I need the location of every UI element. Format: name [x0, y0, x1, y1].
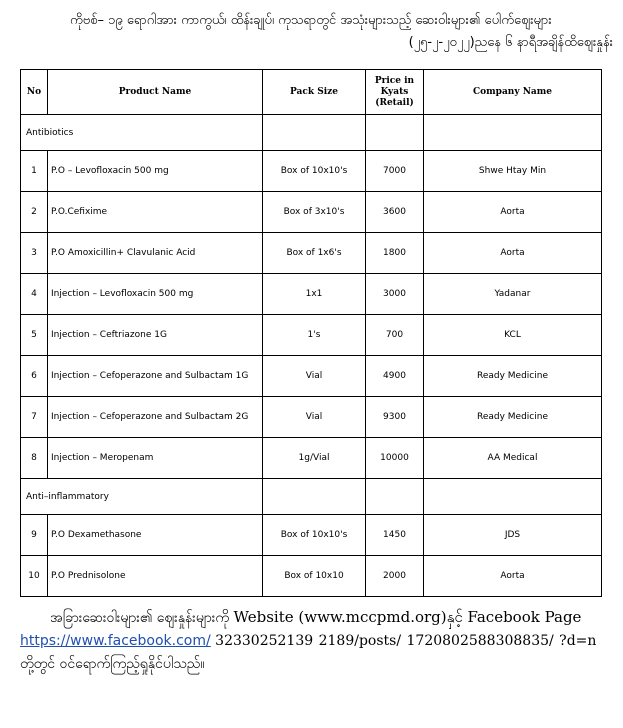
company-name-cell: Aorta — [424, 556, 602, 597]
table-row — [21, 192, 602, 233]
price-cell: 3600 — [366, 192, 424, 233]
section-pack-empty-cell — [263, 115, 366, 151]
product-name-cell: Injection – Meropenam — [48, 438, 263, 479]
product-name-cell: P.O Prednisolone — [48, 556, 263, 597]
company-name-cell: AA Medical — [424, 438, 602, 479]
price-cell: 10000 — [366, 438, 424, 479]
section-company-empty-cell — [424, 479, 602, 515]
pack-size-cell: Box of 10x10 — [263, 556, 366, 597]
table-header-row — [21, 70, 602, 115]
table-row — [21, 274, 602, 315]
footer-line-3: တို့တွင် ဝင်ရောက်ကြည့်ရှုနိုင်ပါသည်။ — [20, 656, 205, 672]
header-product-name: Product Name — [48, 70, 263, 115]
document-title — [70, 10, 615, 54]
price-cell: 1450 — [366, 515, 424, 556]
title-line-1: ကိုဗစ်– ၁၉ ရောဂါအား ကာကွယ်၊ ထိန်းချုပ်၊ ကုသရာတွင် အသုံးများသည့် ဆေးဝါးများ၏ ပေါက်ဈေးများ — [70, 13, 552, 28]
table-row — [21, 151, 602, 192]
pack-size-cell: 1x1 — [263, 274, 366, 315]
row-number-cell: 9 — [21, 515, 48, 556]
row-number-cell: 2 — [21, 192, 48, 233]
section-price-empty-cell — [366, 479, 424, 515]
row-number-cell: 7 — [21, 397, 48, 438]
company-name-cell: Ready Medicine — [424, 356, 602, 397]
company-name-cell: Aorta — [424, 192, 602, 233]
product-name-cell: Injection – Cefoperazone and Sulbactam 2G — [48, 397, 263, 438]
price-cell: 4900 — [366, 356, 424, 397]
footer-line-1 — [20, 606, 612, 630]
section-price-empty-cell — [366, 115, 424, 151]
facebook-link[interactable]: https://www.facebook.com/ — [20, 633, 211, 649]
product-name-cell: P.O Dexamethasone — [48, 515, 263, 556]
pack-size-cell: Box of 10x10's — [263, 151, 366, 192]
price-cell: 2000 — [366, 556, 424, 597]
product-name-cell: Injection – Cefoperazone and Sulbactam 1G — [48, 356, 263, 397]
footer-note — [20, 606, 612, 676]
table-row — [21, 438, 602, 479]
product-name-cell: P.O – Levofloxacin 500 mg — [48, 151, 263, 192]
pack-size-cell: 1's — [263, 315, 366, 356]
section-row — [21, 115, 602, 151]
company-name-cell: Shwe Htay Min — [424, 151, 602, 192]
header-no: No — [21, 70, 48, 115]
company-name-cell: JDS — [424, 515, 602, 556]
pack-size-cell: Vial — [263, 356, 366, 397]
section-row — [21, 479, 602, 515]
price-cell: 3000 — [366, 274, 424, 315]
footer-line-2 — [20, 630, 612, 653]
price-cell: 9300 — [366, 397, 424, 438]
company-name-cell: KCL — [424, 315, 602, 356]
header-pack-size: Pack Size — [263, 70, 366, 115]
section-title: Antibiotics — [21, 115, 263, 151]
row-number-cell: 1 — [21, 151, 48, 192]
row-number-cell: 6 — [21, 356, 48, 397]
section-title: Anti–inflammatory — [21, 479, 263, 515]
row-number-cell: 10 — [21, 556, 48, 597]
pack-size-cell: Box of 3x10's — [263, 192, 366, 233]
company-name-cell: Ready Medicine — [424, 397, 602, 438]
header-company-name: Company Name — [424, 70, 602, 115]
section-pack-empty-cell — [263, 479, 366, 515]
table-row — [21, 397, 602, 438]
price-table — [20, 69, 602, 597]
price-cell: 1800 — [366, 233, 424, 274]
pack-size-cell: 1g/Vial — [263, 438, 366, 479]
table-body — [21, 115, 602, 597]
company-name-cell: Yadanar — [424, 274, 602, 315]
company-name-cell: Aorta — [424, 233, 602, 274]
table-row — [21, 556, 602, 597]
table-row — [21, 315, 602, 356]
row-number-cell: 3 — [21, 233, 48, 274]
footer-prefix: အခြားဆေးဝါးများ၏ ဈေးနှုန်းများကို — [50, 610, 230, 626]
table-row — [21, 515, 602, 556]
footer-website-text: Website (www.mccpmd.org)နှင့် Facebook Page — [233, 608, 582, 626]
product-name-cell: Injection – Levofloxacin 500 mg — [48, 274, 263, 315]
product-name-cell: Injection – Ceftriazone 1G — [48, 315, 263, 356]
price-cell: 700 — [366, 315, 424, 356]
product-name-cell: P.O.Cefixime — [48, 192, 263, 233]
row-number-cell: 4 — [21, 274, 48, 315]
pack-size-cell: Box of 1x6's — [263, 233, 366, 274]
pack-size-cell: Vial — [263, 397, 366, 438]
pack-size-cell: Box of 10x10's — [263, 515, 366, 556]
facebook-url-rest: 32330252139 2189/posts/ 1720802588308835/ ?d=n — [215, 633, 597, 649]
section-company-empty-cell — [424, 115, 602, 151]
price-cell: 7000 — [366, 151, 424, 192]
row-number-cell: 5 — [21, 315, 48, 356]
table-row — [21, 356, 602, 397]
header-price: Price in Kyats (Retail) — [366, 70, 424, 115]
table-row — [21, 233, 602, 274]
row-number-cell: 8 — [21, 438, 48, 479]
product-name-cell: P.O Amoxicillin+ Clavulanic Acid — [48, 233, 263, 274]
title-line-2: (၂၅-၂-၂၀၂၂)ညနေ ၆ နာရီအချိန်ထိဈေးနှုန်း — [408, 35, 613, 50]
